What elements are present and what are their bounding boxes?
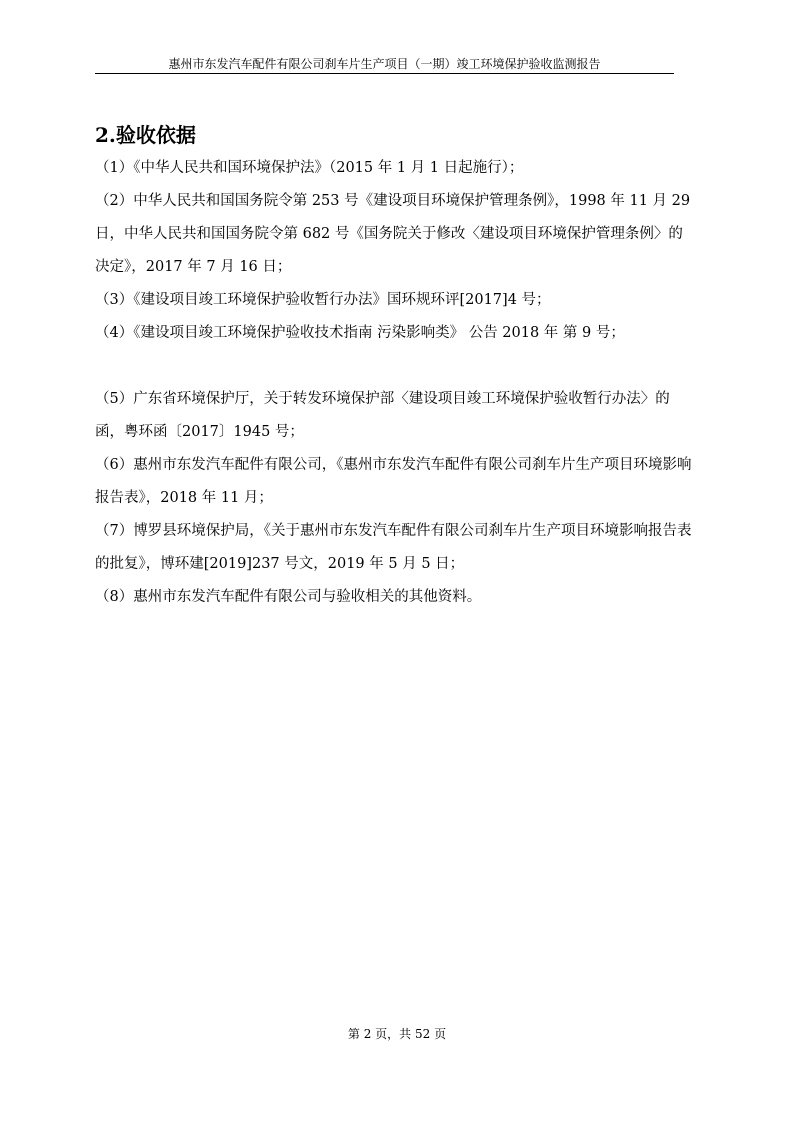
basis-item-2: （2）中华人民共和国国务院令第 253 号《建设项目环境保护管理条例》，1998 年 11 月 29 日，中华人民共和国国务院令第 682 号《国务院关于修改〈建设项目环境保护管理条例〉的决定》，2017 年 7 月 16 日； xyxy=(95,193,691,275)
report-title: 惠州市东发汽车配件有限公司刹车片生产项目（一期）竣工环境保护验收监测报告 xyxy=(168,57,601,71)
basis-item-7: （7）博罗县环境保护局，《关于惠州市东发汽车配件有限公司刹车片生产项目环境影响报告表的批复》，博环建[2019]237 号文，2019 年 5 月 5 日； xyxy=(95,523,692,572)
page-footer xyxy=(0,1026,794,1042)
page-number: 第 2 页，共 52 页 xyxy=(347,1027,447,1041)
section-title: 2.验收依据 xyxy=(95,122,196,147)
basis-item-5: （5）广东省环境保护厅，关于转发环境保护部〈建设项目竣工环境保护验收暂行办法〉的函，粤环函〔2017〕1945 号； xyxy=(95,391,670,440)
basis-item-4: （4）《建设项目竣工环境保护验收技术指南 污染影响类》 公告 2018 年 第 9 号； xyxy=(95,325,625,341)
basis-item-3: （3）《建设项目竣工环境保护验收暂行办法》国环规环评[2017]4 号； xyxy=(95,292,551,308)
basis-item-6: （6）惠州市东发汽车配件有限公司，《惠州市东发汽车配件有限公司刹车片生产项目环境影响报告表》，2018 年 11 月； xyxy=(95,457,692,506)
basis-item-1: （1）《中华人民共和国环境保护法》（2015 年 1 月 1 日起施行）； xyxy=(95,160,524,176)
basis-list xyxy=(95,152,695,614)
page-header xyxy=(95,56,674,74)
basis-item-8: （8）惠州市东发汽车配件有限公司与验收相关的其他资料。 xyxy=(95,589,482,605)
